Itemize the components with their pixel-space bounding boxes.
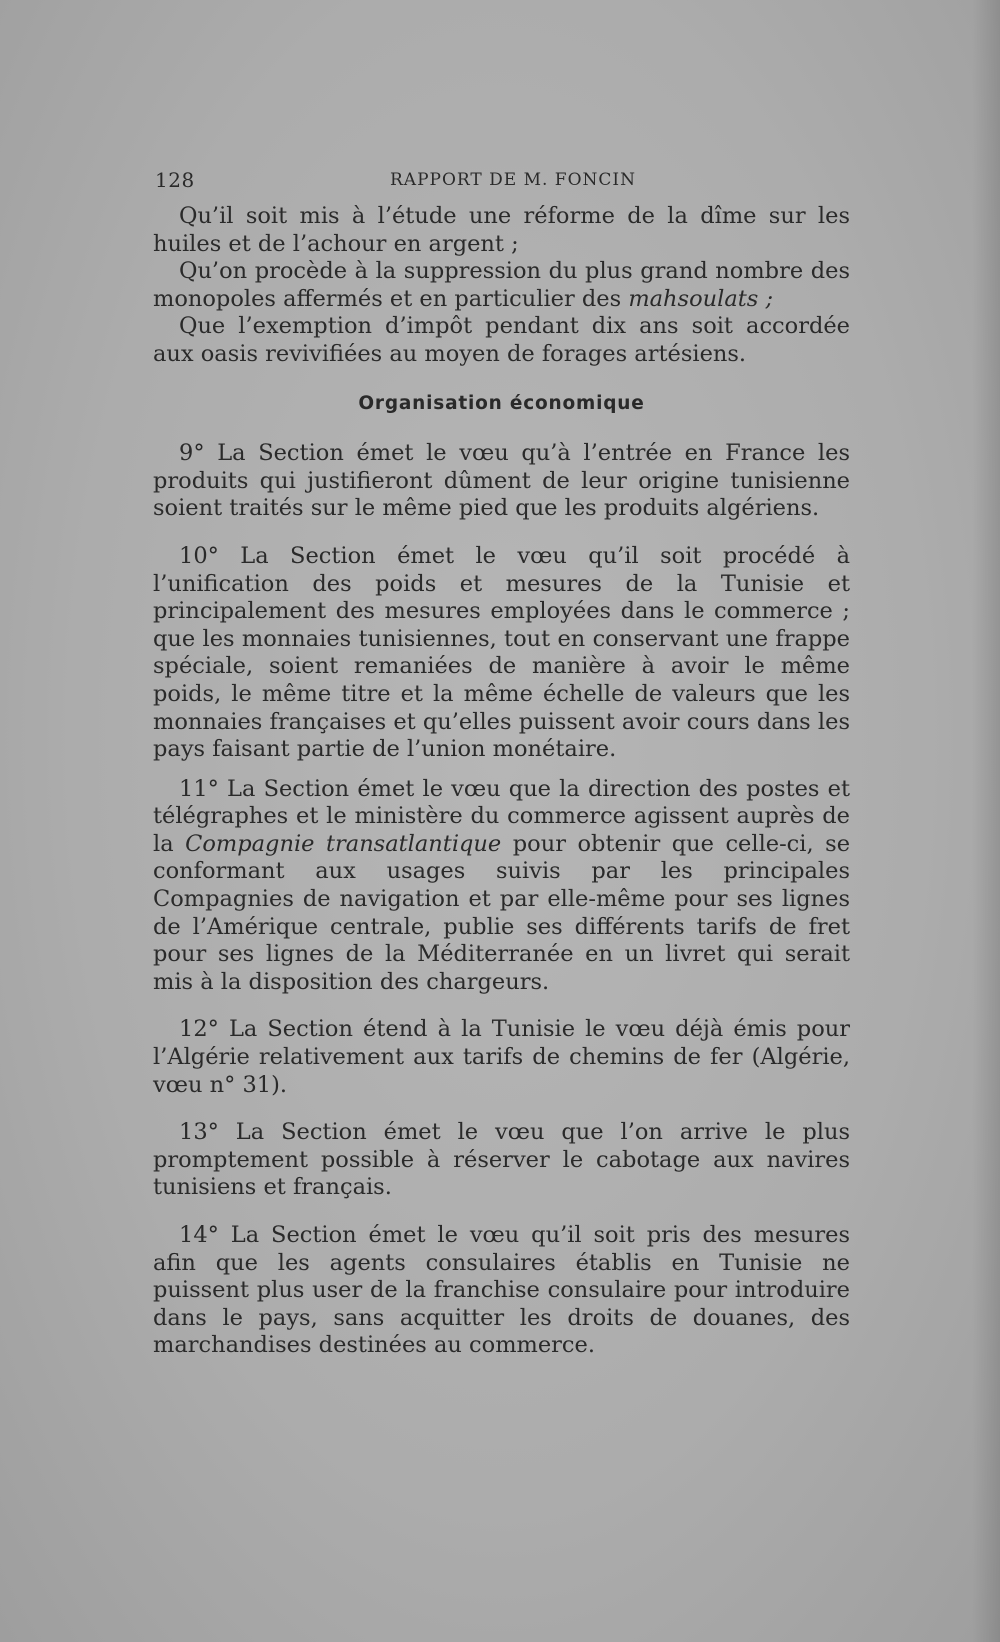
running-head: RAPPORT DE M. FONCIN [390, 170, 636, 190]
body-text [153, 203, 850, 1360]
paragraph-11-a: 11° La Section émet le vœu que la direction des postes et télégraphes et le ministère du commerce agissent auprès de la [153, 775, 850, 857]
paragraph-11-b: pour obtenir que celle-ci, se conformant aux usages suivis par les principales Compagnies de navigation et par elle-même pour ses lignes de l’Amérique centrale, publie ses différents tarifs de fret pour ses lignes de la Méditerranée en un livret qui serait mis à la disposition des chargeurs. [153, 830, 851, 995]
paragraph-dime: Qu’il soit mis à l’étude une réforme de la dîme sur les huiles et de l’achour en argent ; [153, 203, 850, 257]
paragraph-13: 13° La Section émet le vœu que l’on arrive le plus promptement possible à réserver le cabotage aux navires tunisiens et français. [153, 1119, 850, 1201]
paragraph-9: 9° La Section émet le vœu qu’à l’entrée en France les produits qui justifieront dûment de leur origine tunisienne soient traités sur le même pied que les produits algériens. [153, 440, 850, 522]
paragraph-11 [153, 776, 850, 997]
mahsoulats-italic: mahsoulats ; [628, 285, 774, 312]
paragraph-14: 14° La Section émet le vœu qu’il soit pris des mesures afin que les agents consulaires établis en Tunisie ne puissent plus user de la franchise consulaire pour introduire dans le pays, sans acquitter les droits de douanes, des marchandises destinées au commerce. [153, 1222, 850, 1359]
section-title: Organisation économique [358, 392, 645, 414]
page-number: 128 [155, 168, 195, 192]
paragraph-monopoles-text: Qu’on procède à la suppression du plus grand nombre des monopoles affermés et en particulier des [153, 258, 850, 312]
paragraph-monopoles [153, 258, 850, 313]
paragraph-12: 12° La Section étend à la Tunisie le vœu déjà émis pour l’Algérie relativement aux tarifs de chemins de fer (Algérie, vœu n° 31). [153, 1016, 850, 1098]
compagnie-italic: Compagnie transatlantique [185, 830, 502, 857]
paragraph-exemption: Que l’exemption d’impôt pendant dix ans soit accordée aux oasis revivifiées au moyen de forages artésiens. [153, 313, 850, 367]
paragraph-10: 10° La Section émet le vœu qu’il soit procédé à l’unification des poids et mesures de la Tunisie et principalement des mesures employées dans le commerce ; que les monnaies tunisiennes, tout en conservant une frappe spéciale, soient remaniées de manière à avoir le même poids, le même titre et la même échelle de valeurs que les monnaies françaises et qu’elles puissent avoir cours dans les pays faisant partie de l’union monétaire. [153, 542, 850, 763]
page-edge-shadow [972, 0, 1000, 1642]
page-header [155, 168, 855, 194]
